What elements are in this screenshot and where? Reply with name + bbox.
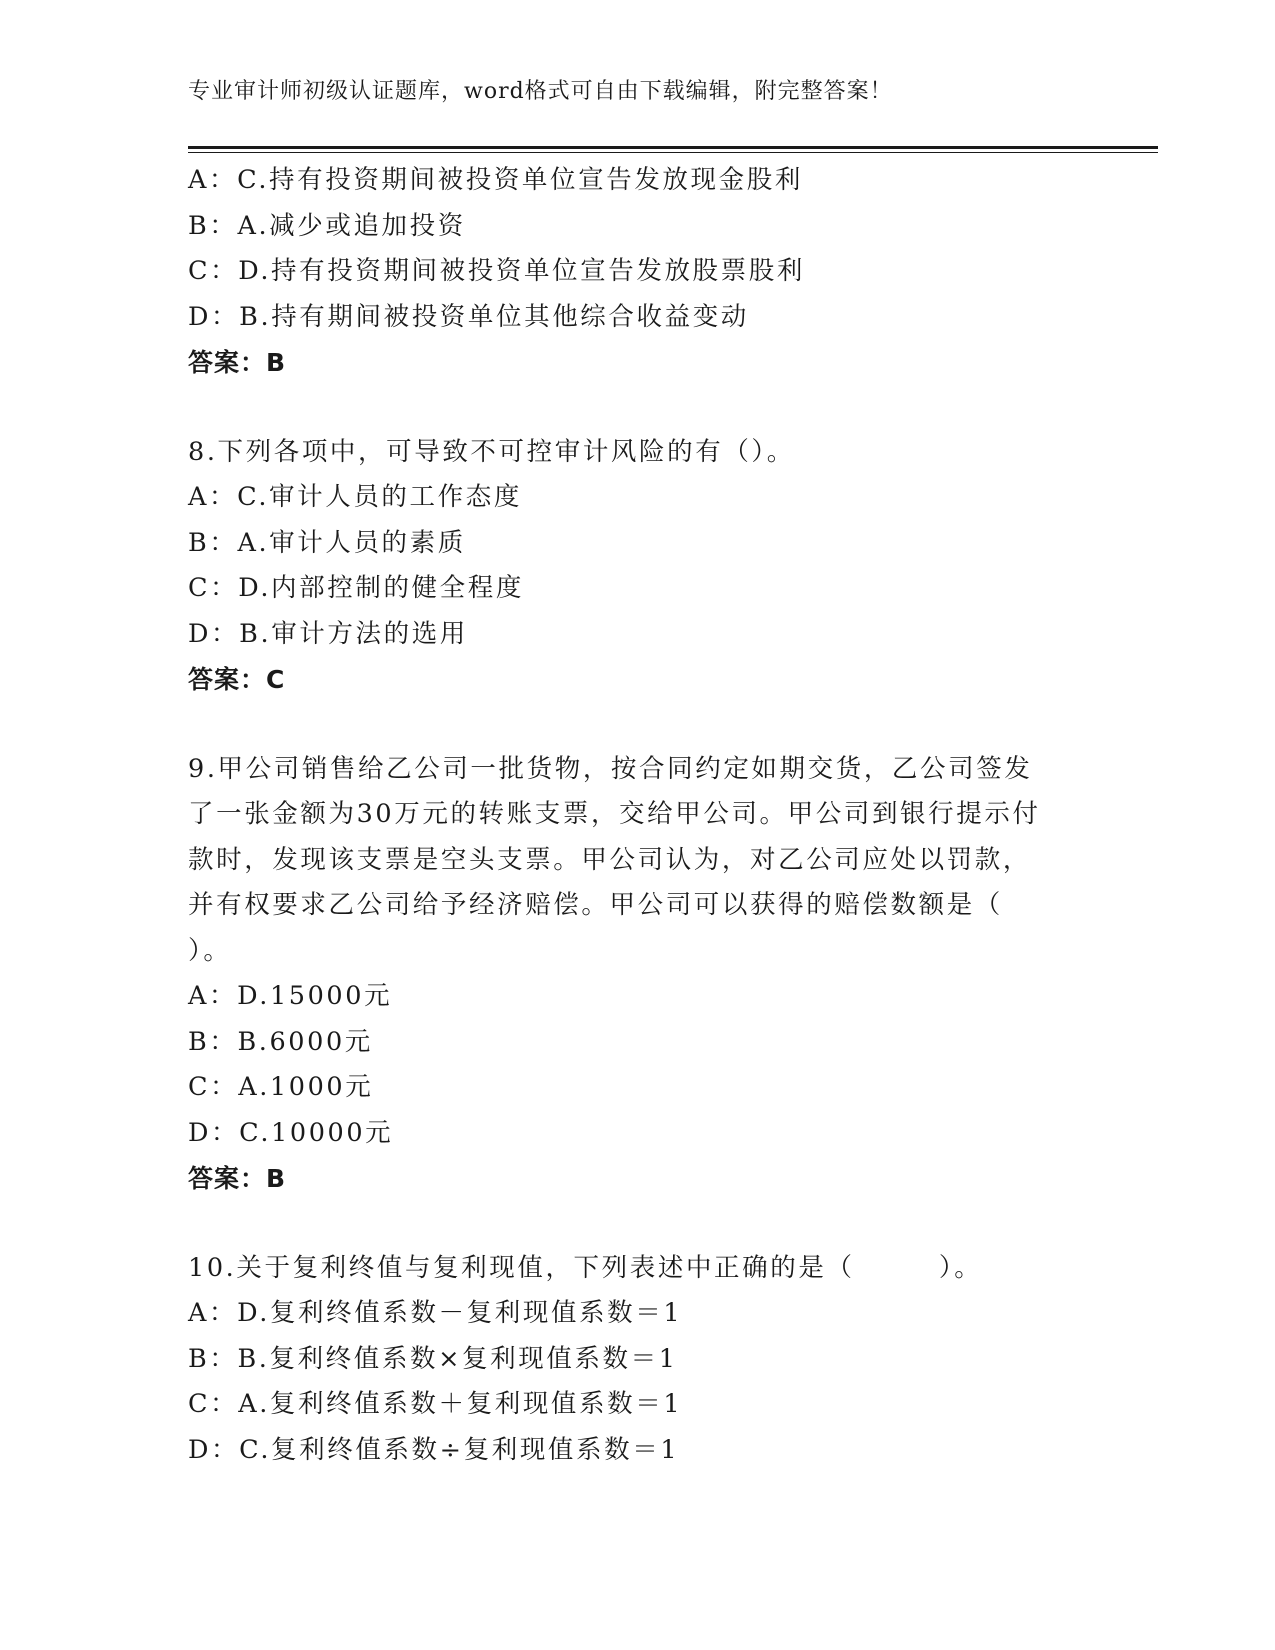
- option-c: C：A.复利终值系数＋复利现值系数＝1: [188, 1389, 683, 1419]
- page-header: 专业审计师初级认证题库，word格式可自由下载编辑，附完整答案！: [188, 79, 893, 104]
- option-b: B：B.6000元: [188, 1026, 373, 1057]
- question-stem-line: 9.甲公司销售给乙公司一批货物，按合同约定如期交货，乙公司签发: [188, 753, 1033, 784]
- question-stem-line: 并有权要求乙公司给予经济赔偿。甲公司可以获得的赔偿数额是（: [188, 890, 1003, 920]
- option-c: C：D.内部控制的健全程度: [188, 573, 524, 603]
- option-d: D：C.10000元: [188, 1117, 394, 1148]
- option-b: B：A.减少或追加投资: [188, 210, 466, 241]
- question-10: [188, 1246, 1078, 1474]
- option-a: A：D.15000元: [188, 981, 393, 1011]
- question-stem: 10.关于复利终值与复利现值，下列表述中正确的是（ ）。: [188, 1252, 983, 1283]
- question-list: [188, 158, 1078, 1473]
- option-d: D：B.持有期间被投资单位其他综合收益变动: [188, 301, 749, 332]
- question-7: [188, 158, 1078, 386]
- header-rule-thin: [188, 152, 1158, 153]
- option-b: B：A.审计人员的素质: [188, 527, 466, 558]
- question-stem-line: ）。: [188, 935, 232, 966]
- option-d: D：B.审计方法的选用: [188, 618, 468, 649]
- question-stem: 8.下列各项中，可导致不可控审计风险的有（）。: [188, 436, 795, 467]
- header-rule-thick: [188, 146, 1158, 149]
- option-d: D：C.复利终值系数÷复利现值系数＝1: [188, 1434, 680, 1465]
- option-b: B：B.复利终值系数×复利现值系数＝1: [188, 1343, 678, 1374]
- answer: 答案：B: [188, 1164, 287, 1193]
- option-a: A：D.复利终值系数－复利现值系数＝1: [188, 1298, 683, 1328]
- answer: 答案：B: [188, 348, 287, 377]
- option-a: A：C.持有投资期间被投资单位宣告发放现金股利: [188, 165, 803, 195]
- option-c: C：D.持有投资期间被投资单位宣告发放股票股利: [188, 256, 805, 286]
- answer: 答案：C: [188, 665, 286, 694]
- question-8: [188, 430, 1078, 703]
- option-c: C：A.1000元: [188, 1072, 374, 1102]
- option-a: A：C.审计人员的工作态度: [188, 482, 522, 512]
- question-stem-line: 了一张金额为30万元的转账支票，交给甲公司。甲公司到银行提示付: [188, 799, 1041, 829]
- question-9: [188, 747, 1078, 1202]
- question-stem-line: 款时，发现该支票是空头支票。甲公司认为，对乙公司应处以罚款，: [188, 844, 1032, 875]
